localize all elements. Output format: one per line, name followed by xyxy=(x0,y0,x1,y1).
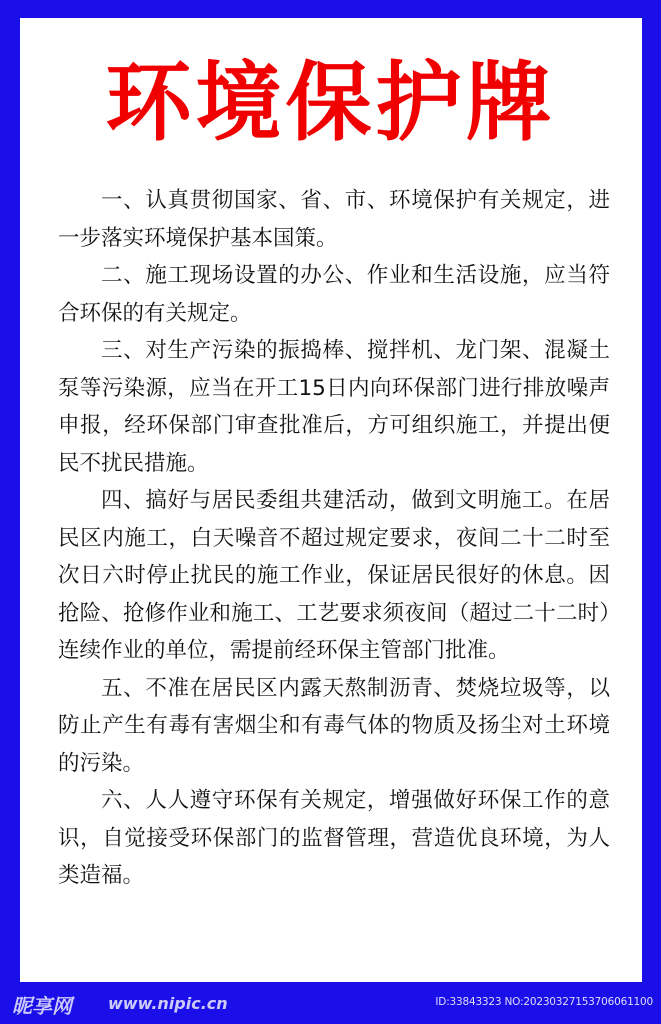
sign-title: 环境保护牌 xyxy=(105,53,556,153)
watermark-id: ID:33843323 NO:20230327153706061100 xyxy=(435,996,653,1008)
rule-paragraph-4: 四、搞好与居民委组共建活动，做到文明施工。在居民区内施工，白天噪音不超过规定要求，夜间二十二时至次日六时停止扰民的施工作业，保证居民很好的休息。因抢险、抢修作业和施工、工艺要求须夜间（超过二十二时）连续作业的单位，需提前经环保主管部门批准。 xyxy=(58,488,610,663)
sign-body xyxy=(58,182,610,895)
watermark-footer xyxy=(0,982,661,1024)
rule-paragraph-2: 二、施工现场设置的办公、作业和生活设施，应当符合环保的有关规定。 xyxy=(58,263,610,326)
watermark-url: www.nipic.cn xyxy=(108,994,228,1013)
rule-paragraph-3: 三、对生产污染的振捣棒、搅拌机、龙门架、混凝土泵等污染源，应当在开工15日内向环保部门进行排放噪声申报，经环保部门审查批准后，方可组织施工，并提出便民不扰民措施。 xyxy=(58,338,610,476)
rule-paragraph-6: 六、人人遵守环保有关规定，增强做好环保工作的意识，自觉接受环保部门的监督管理，营造优良环境，为人类造福。 xyxy=(58,788,610,888)
rule-paragraph-5: 五、不准在居民区内露天熬制沥青、焚烧垃圾等，以防止产生有毒有害烟尘和有毒气体的物质及扬尘对土环境的污染。 xyxy=(58,675,610,776)
watermark-logo: 昵享网 xyxy=(12,994,72,1018)
rule-paragraph-1: 一、认真贯彻国家、省、市、环境保护有关规定，进一步落实环境保护基本国策。 xyxy=(58,188,610,251)
